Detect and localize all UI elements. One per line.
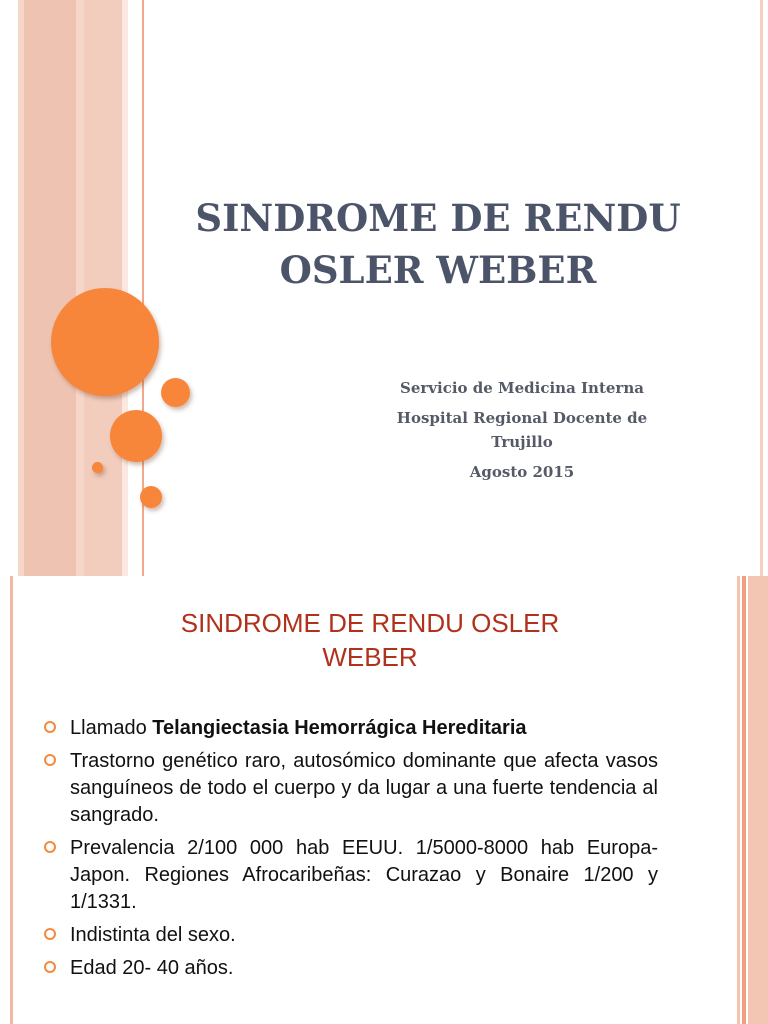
decorative-line	[760, 0, 763, 576]
bullet-text: Trastorno genético raro, autosómico dominante que afecta vasos sanguíneos de todo el cuerpo y da lugar a una fuerte tendencia al sangrado.	[70, 750, 658, 826]
circle-bullet-icon	[44, 721, 56, 733]
circle-bullet-icon	[44, 928, 56, 940]
subtitle-hospital: Hospital Regional Docente de	[396, 409, 648, 427]
subtitle-city: Trujillo	[491, 433, 553, 451]
subtitle-date: Agosto 2015	[469, 463, 575, 481]
list-item	[44, 835, 658, 916]
decorative-band	[748, 576, 768, 1024]
bullet-prefix: Llamado	[70, 717, 153, 739]
decorative-line	[742, 576, 746, 1024]
list-item	[44, 955, 658, 982]
content-slide-title	[120, 606, 620, 674]
decorative-band	[122, 0, 128, 576]
bullet-list	[44, 715, 658, 988]
list-item	[44, 922, 658, 949]
circle-bullet-icon	[44, 961, 56, 973]
decorative-line	[737, 576, 740, 1024]
list-item	[44, 715, 658, 742]
decorative-band	[76, 0, 84, 576]
content-title-line: WEBER	[322, 642, 418, 672]
content-title-line: SINDROME DE RENDU OSLER	[180, 608, 560, 638]
decorative-line	[10, 576, 13, 1024]
decorative-circle-small	[140, 486, 162, 508]
slide-title	[150, 192, 726, 296]
decorative-circle-small	[161, 378, 190, 407]
decorative-circle-tiny	[92, 462, 103, 473]
subtitle-department: Servicio de Medicina Interna	[400, 379, 644, 397]
bullet-bold-term: Telangiectasia Hemorrágica Hereditaria	[152, 717, 527, 739]
circle-bullet-icon	[44, 841, 56, 853]
decorative-band	[24, 0, 76, 576]
slide-subtitle	[350, 376, 694, 484]
list-item	[44, 748, 658, 829]
bullet-text: Edad 20- 40 años.	[70, 957, 234, 979]
decorative-circle-medium	[110, 410, 162, 462]
content-slide	[0, 576, 768, 1024]
bullet-text: Prevalencia 2/100 000 hab EEUU. 1/5000-8000 hab Europa-Japon. Regiones Afrocaribeñas: Curazao y Bonaire 1/200 y 1/1331.	[70, 837, 658, 913]
slide-title-line: SINDROME DE RENDU	[195, 196, 681, 240]
circle-bullet-icon	[44, 754, 56, 766]
bullet-text: Indistinta del sexo.	[70, 924, 236, 946]
decorative-circle-large	[51, 288, 159, 396]
slide-title-line: OSLER WEBER	[279, 248, 597, 292]
